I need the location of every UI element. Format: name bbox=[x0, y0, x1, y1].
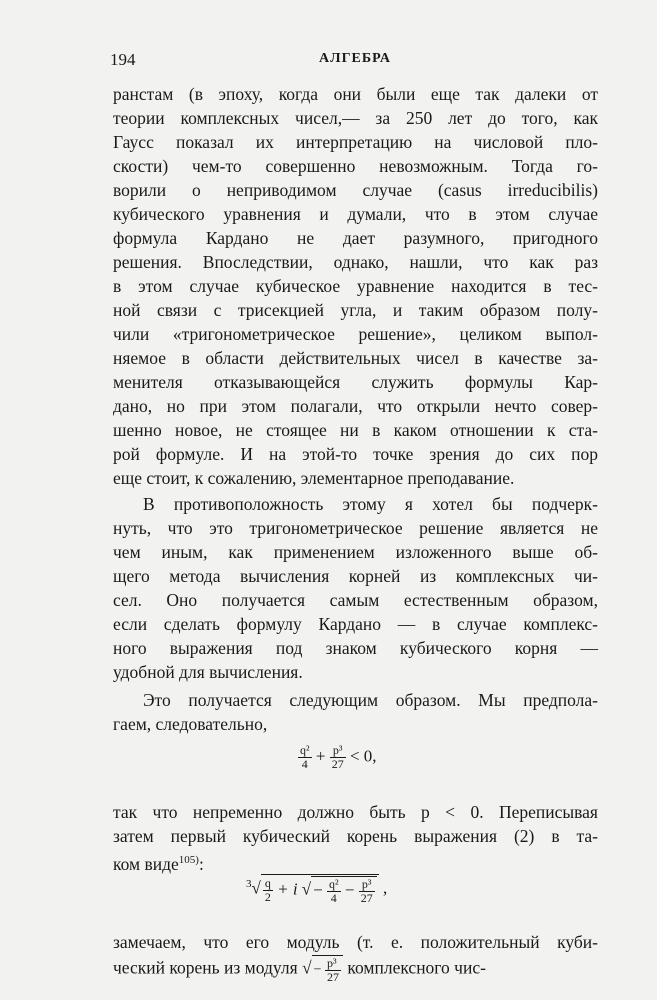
text-line: ного выражения под знаком кубического корня — bbox=[113, 638, 598, 658]
text-line: так что непременно должно быть p < 0. Переписывая bbox=[113, 802, 598, 822]
text-line: ческий корень из модуля √ − $\frac{\text{p³}}{27}$ комплексного чис- bbox=[113, 956, 486, 984]
cube-root-formula: $^3$√ $\frac{q}{2}$ + i √ − $\frac{\text{q²}}{4}$ − $\frac{\text{p³}}{27}$ , bbox=[246, 876, 388, 905]
text-line: замечаем, что его модуль (т. е. положительный куби- bbox=[113, 932, 598, 952]
text-line: теории комплексных чисел,— за 250 лет до того, как bbox=[113, 108, 598, 128]
text-line: чили «тригонометрическое решение», целиком выпол- bbox=[113, 324, 598, 344]
text-line: формула Кардано не дает разумного, пригодного bbox=[113, 228, 598, 248]
text-line: Гаусс показал их интерпретацию на числовой пло- bbox=[113, 132, 598, 152]
text-line: В противоположность этому я хотел бы подчерк- bbox=[143, 494, 598, 514]
text-line: нуть, что это тригонометрическое решение является не bbox=[113, 518, 598, 538]
text-line: рой формуле. И на этой-то точке зрения до сих пор bbox=[113, 444, 598, 464]
footnote-mark: 105) bbox=[178, 854, 199, 866]
text-line: Это получается следующим образом. Мы предпола- bbox=[143, 690, 598, 710]
text-line: ком виде$^{105)}$: bbox=[113, 853, 204, 874]
text-line: еще стоит, к сожалению, элементарное преподавание. bbox=[113, 468, 515, 488]
running-title: АЛГЕБРА bbox=[319, 51, 391, 66]
text-line: если сделать формулу Кардано — в случае комплекс- bbox=[113, 614, 598, 634]
text-line: гаем, следовательно, bbox=[113, 714, 268, 734]
text-line: сел. Оно получается самым естественным образом, bbox=[113, 590, 598, 610]
page-number: 194 bbox=[110, 50, 136, 69]
text-line: затем первый кубический корень выражения (2) в та- bbox=[113, 826, 598, 846]
text-line: удобной для вычисления. bbox=[113, 662, 303, 682]
text-line: чем иным, как применением изложенного выше об- bbox=[113, 542, 598, 562]
text-line: няемое в области действительных чисел в качестве за- bbox=[113, 348, 598, 368]
text-line: шенно новое, не стоящее ни в каком отношении к ста- bbox=[113, 420, 598, 440]
text-line: решения. Впоследствии, однако, нашли, что как раз bbox=[113, 252, 598, 272]
text-line: ранстам (в эпоху, когда они были еще так далеки от bbox=[113, 84, 598, 104]
text-line: кубического уравнения и думали, что в этом случае bbox=[113, 204, 598, 224]
page-header bbox=[110, 50, 600, 74]
text-line: ворили о неприводимом случае (casus irreducibilis) bbox=[113, 180, 598, 200]
text-line: щего метода вычисления корней из комплексных чи- bbox=[113, 566, 598, 586]
text-line: дано, но при этом полагали, что открыли нечто совер- bbox=[113, 396, 598, 416]
inequality-formula: $\frac{\text{q²}}{4}$ + $\frac{\text{p³}}{27}$ < 0, bbox=[300, 743, 377, 771]
text-line: скости) чем-то совершенно невозможным. Тогда го- bbox=[113, 156, 598, 176]
text-line: ной связи с трисекцией угла, и таким образом полу- bbox=[113, 300, 598, 320]
text-line: менителя отказывающейся служить формулы Кар- bbox=[113, 372, 598, 392]
text-line: в этом случае кубическое уравнение находится в тес- bbox=[113, 276, 598, 296]
